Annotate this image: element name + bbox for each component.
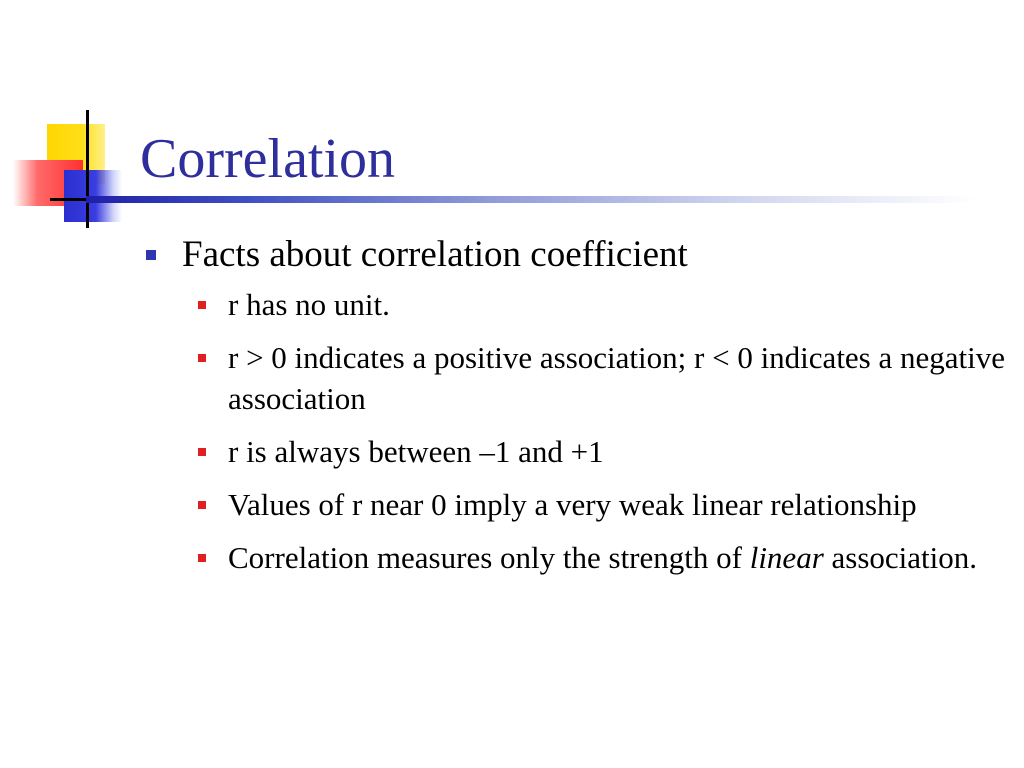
- list-item: [140, 337, 1010, 419]
- bullet-text: r has no unit.: [228, 287, 390, 322]
- red-square-bullet-icon: [198, 354, 206, 362]
- slide-body: [140, 232, 1010, 590]
- bullet-text: [228, 537, 1010, 578]
- list-item: [140, 431, 1010, 472]
- red-square-bullet-icon: [198, 301, 206, 309]
- bullet-text: r is always between –1 and +1: [228, 434, 604, 469]
- bullet-text-part: Correlation measures only the strength of: [228, 540, 750, 575]
- corner-logo-icon: [0, 0, 160, 240]
- bullet-text: r > 0 indicates a positive association; r < 0 indicates a negative association: [228, 340, 1006, 416]
- bullet-level-1: [140, 232, 1010, 278]
- red-square-bullet-icon: [198, 448, 206, 456]
- vertical-line-shape: [86, 110, 89, 228]
- bullet-text: Values of r near 0 imply a very weak linear relationship: [228, 487, 917, 522]
- red-square-bullet-icon: [198, 501, 206, 509]
- list-item: [140, 537, 1010, 578]
- italic-word: linear: [749, 540, 824, 575]
- blue-square-bullet-icon: [146, 250, 156, 260]
- list-item: [140, 484, 1010, 525]
- bullet-text-part: association.: [823, 540, 978, 575]
- slide-title: Correlation: [140, 128, 396, 190]
- sub-bullet-list: [140, 284, 1010, 578]
- red-square-bullet-icon: [198, 554, 206, 562]
- title-underline: [86, 196, 976, 203]
- bullet-text: Facts about correlation coefficient: [182, 234, 688, 275]
- list-item: [140, 284, 1010, 325]
